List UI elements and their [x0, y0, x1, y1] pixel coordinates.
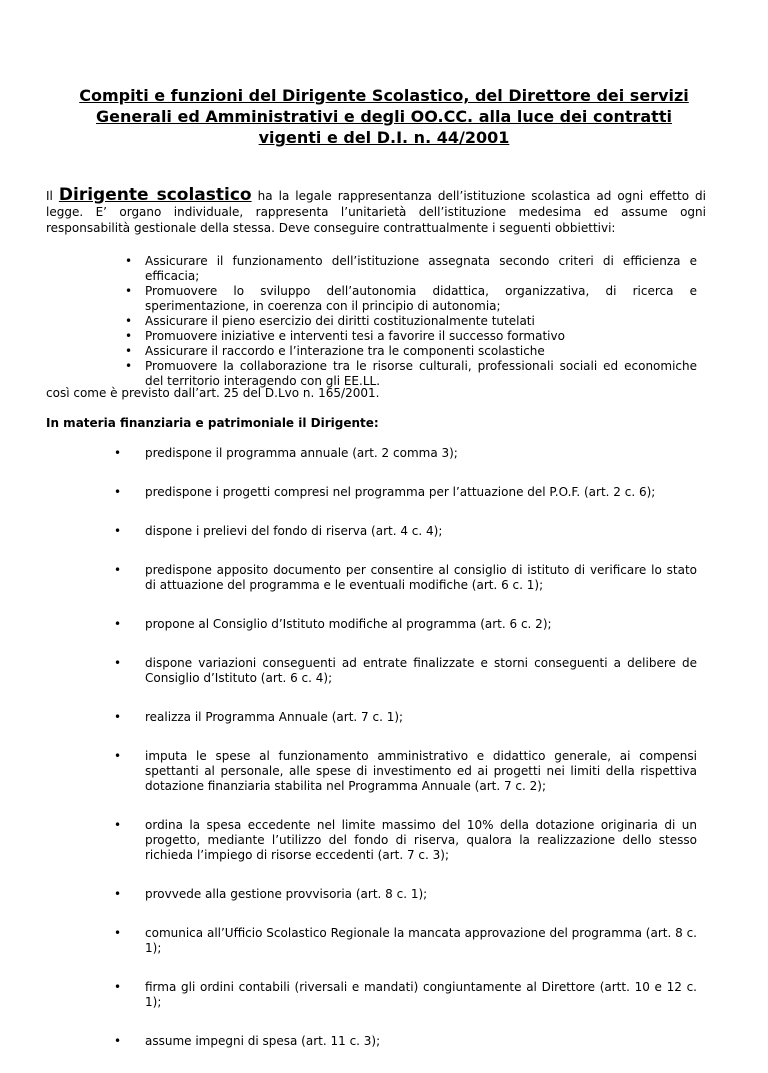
duty-item: • propone al Consiglio d’Istituto modifiche al programma (art. 6 c. 2); — [145, 617, 697, 632]
duty-item: • imputa le spese al funzionamento amministrativo e didattico generale, ai compensi spettanti al personale, alle spese di investimento ed ai progetti nei limiti della rispettiva dotazione finanziaria stabilita nel Programma Annuale (art. 7 c. 2); — [145, 749, 697, 794]
intro-text: ha la legale rappresentanza dell’istituzione scolastica ad ogni effetto di legge. E’ organo individuale, rappresenta l’unitarietà dell’istituzione medesima ed assume ogni responsabilità gestionale della stessa. Deve conseguire contrattualmente i seguenti obbiettivi: — [46, 189, 706, 235]
document-title: Compiti e funzioni del Dirigente Scolastico, del Direttore dei servizi Generali ed Amministrativi e degli OO.CC. alla luce dei contratti vigenti e del D.I. n. 44/2001 — [79, 86, 689, 147]
duty-item: • provvede alla gestione provvisoria (art. 8 c. 1); — [145, 887, 697, 902]
duties-list — [145, 446, 697, 1073]
law-reference: così come è previsto dall’art. 25 del D.Lvo n. 165/2001. — [46, 386, 380, 400]
section-heading: In materia finanziaria e patrimoniale il Dirigente: — [46, 416, 379, 430]
intro-prefix: Il — [46, 189, 53, 203]
duty-item: • predispone i progetti compresi nel programma per l’attuazione del P.O.F. (art. 2 c. 6); — [145, 485, 697, 500]
duty-item: • firma gli ordini contabili (riversali e mandati) congiuntamente al Direttore (artt. 10 e 12 c. 1); — [145, 980, 697, 1010]
intro-subject: Dirigente scolastico — [58, 185, 252, 205]
goal-item: • Promuovere iniziative e interventi tesi a favorire il successo formativo — [145, 329, 697, 344]
duty-item: • dispone variazioni conseguenti ad entrate finalizzate e storni conseguenti a delibere de Consiglio d’Istituto (art. 6 c. 4); — [145, 656, 697, 686]
goal-item: • Assicurare il raccordo e l’interazione tra le componenti scolastiche — [145, 344, 697, 359]
duty-item: • assume impegni di spesa (art. 11 c. 3); — [145, 1034, 697, 1049]
intro-paragraph — [46, 187, 706, 236]
duty-item: • realizza il Programma Annuale (art. 7 c. 1); — [145, 710, 697, 725]
duty-item: • predispone il programma annuale (art. 2 comma 3); — [145, 446, 697, 461]
goals-list — [145, 254, 697, 389]
goal-item: • Assicurare il funzionamento dell’istituzione assegnata secondo criteri di efficienza e efficacia; — [145, 254, 697, 284]
duty-item: • comunica all’Ufficio Scolastico Regionale la mancata approvazione del programma (art. 8 c. 1); — [145, 926, 697, 956]
duty-item: • predispone apposito documento per consentire al consiglio di istituto di verificare lo stato di attuazione del programma e le eventuali modifiche (art. 6 c. 1); — [145, 563, 697, 593]
goal-item: • Promuovere la collaborazione tra le risorse culturali, professionali sociali ed economiche del territorio interagendo con gli EE.LL. — [145, 359, 697, 389]
duty-item: • dispone i prelievi del fondo di riserva (art. 4 c. 4); — [145, 524, 697, 539]
goal-item: • Promuovere lo sviluppo dell’autonomia didattica, organizzativa, di ricerca e sperimentazione, in coerenza con il principio di autonomia; — [145, 284, 697, 314]
goal-item: • Assicurare il pieno esercizio dei diritti costituzionalmente tutelati — [145, 314, 697, 329]
duty-item: • ordina la spesa eccedente nel limite massimo del 10% della dotazione originaria di un progetto, mediante l’utilizzo del fondo di riserva, qualora la realizzazione dello stesso richieda l’impiego di risorse eccedenti (art. 7 c. 3); — [145, 818, 697, 863]
